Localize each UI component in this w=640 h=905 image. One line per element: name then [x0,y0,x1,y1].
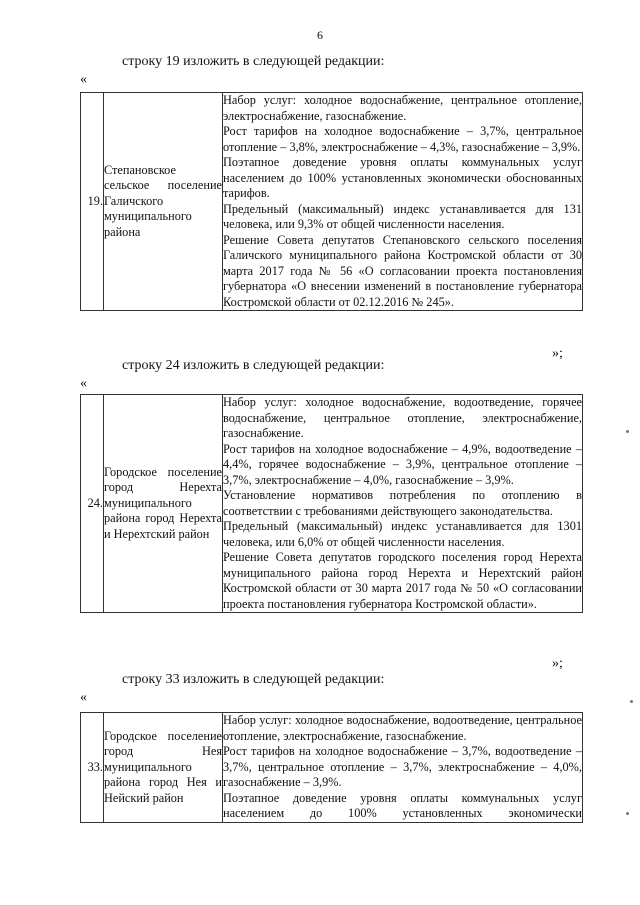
council-decision-paragraph: Решение Совета депутатов городского поселения город Нерехта муниципального района город Нерехта и Нерехтский район Костромской области от 30 марта 2017 года № 50 «О согласовании проекта постановления губернатора Костромской области». [223,550,582,611]
payment-level-paragraph: Поэтапное доведение уровня оплаты коммунальных услуг населением до 100% установленных экономически обоснованных тарифов. [223,155,582,200]
amendment-table-row-19 [80,92,583,311]
municipality-name: Городское поселение город Нея муниципального района город Нея и Нейский район [104,713,223,823]
row-number: 19. [81,93,104,311]
page-number: 6 [317,28,323,42]
scan-speck [626,812,629,815]
scan-speck [630,700,633,703]
section-heading: строку 19 изложить в следующей редакции: [122,54,385,69]
payment-level-paragraph: Поэтапное доведение уровня оплаты коммунальных услуг населением до 100% установленных экономически [223,790,582,820]
section-heading: строку 24 изложить в следующей редакции: [122,358,385,373]
services-paragraph: Набор услуг: холодное водоснабжение, водоотведение, горячее водоснабжение, центральное отопление, электроснабжение, газоснабжение. [223,395,582,440]
amendment-table-row-24 [80,394,583,613]
services-paragraph: Набор услуг: холодное водоснабжение, водоотведение, центральное отопление, электроснабжение, газоснабжение. [223,713,582,743]
municipality-name: Степановское сельское поселение Галичского муниципального района [104,93,223,311]
consumption-norms-paragraph: Установление нормативов потребления по отоплению в соответствии с требованиями действующего законодательства. [223,488,582,518]
tariff-growth-paragraph: Рост тарифов на холодное водоснабжение – 3,7%, центральное отопление – 3,8%, электроснабжение – 4,3%, газоснабжение – 3,9%. [223,124,582,154]
opening-quote: « [80,376,87,391]
max-index-paragraph: Предельный (максимальный) индекс устанавливается для 131 человека, или 9,3% от общей численности населения. [223,201,582,231]
scan-speck [626,430,629,433]
opening-quote: « [80,72,87,87]
row-description [223,93,583,311]
council-decision-paragraph: Решение Совета депутатов Степановского сельского поселения Галичского муниципального района Костромской области от 30 марта 2017 года № 56 «О согласовании проекта постановления губернатора «О внесении изменений в постановление губернатора Костромской области от 02.12.2016 № 245». [223,232,582,309]
row-number: 24. [81,395,104,613]
tariff-growth-paragraph: Рост тарифов на холодное водоснабжение – 3,7%, водоотведение – 3,7%, центральное отопление – 3,7%, электроснабжение – 4,0%, газоснабжение – 3,9%. [223,744,582,789]
closing-quote: »; [552,656,563,671]
row-description [223,713,583,823]
municipality-name: Городское поселение город Нерехта муниципального района город Нерехта и Нерехтский район [104,395,223,613]
tariff-growth-paragraph: Рост тарифов на холодное водоснабжение – 4,9%, водоотведение – 4,4%, горячее водоснабжение – 3,9%, центральное отопление – 3,7%, электроснабжение – 4,0%, газоснабжение – 3,9%. [223,441,582,487]
section-heading: строку 33 изложить в следующей редакции: [122,672,385,687]
row-description [223,395,583,613]
amendment-table-row-33 [80,712,583,823]
closing-quote: »; [552,346,563,361]
services-paragraph: Набор услуг: холодное водоснабжение, центральное отопление, электроснабжение, газоснабжение. [223,93,582,123]
opening-quote: « [80,690,87,705]
row-number: 33. [81,713,104,823]
max-index-paragraph: Предельный (максимальный) индекс устанавливается для 1301 человека, или 6,0% от общей численности населения. [223,519,582,549]
